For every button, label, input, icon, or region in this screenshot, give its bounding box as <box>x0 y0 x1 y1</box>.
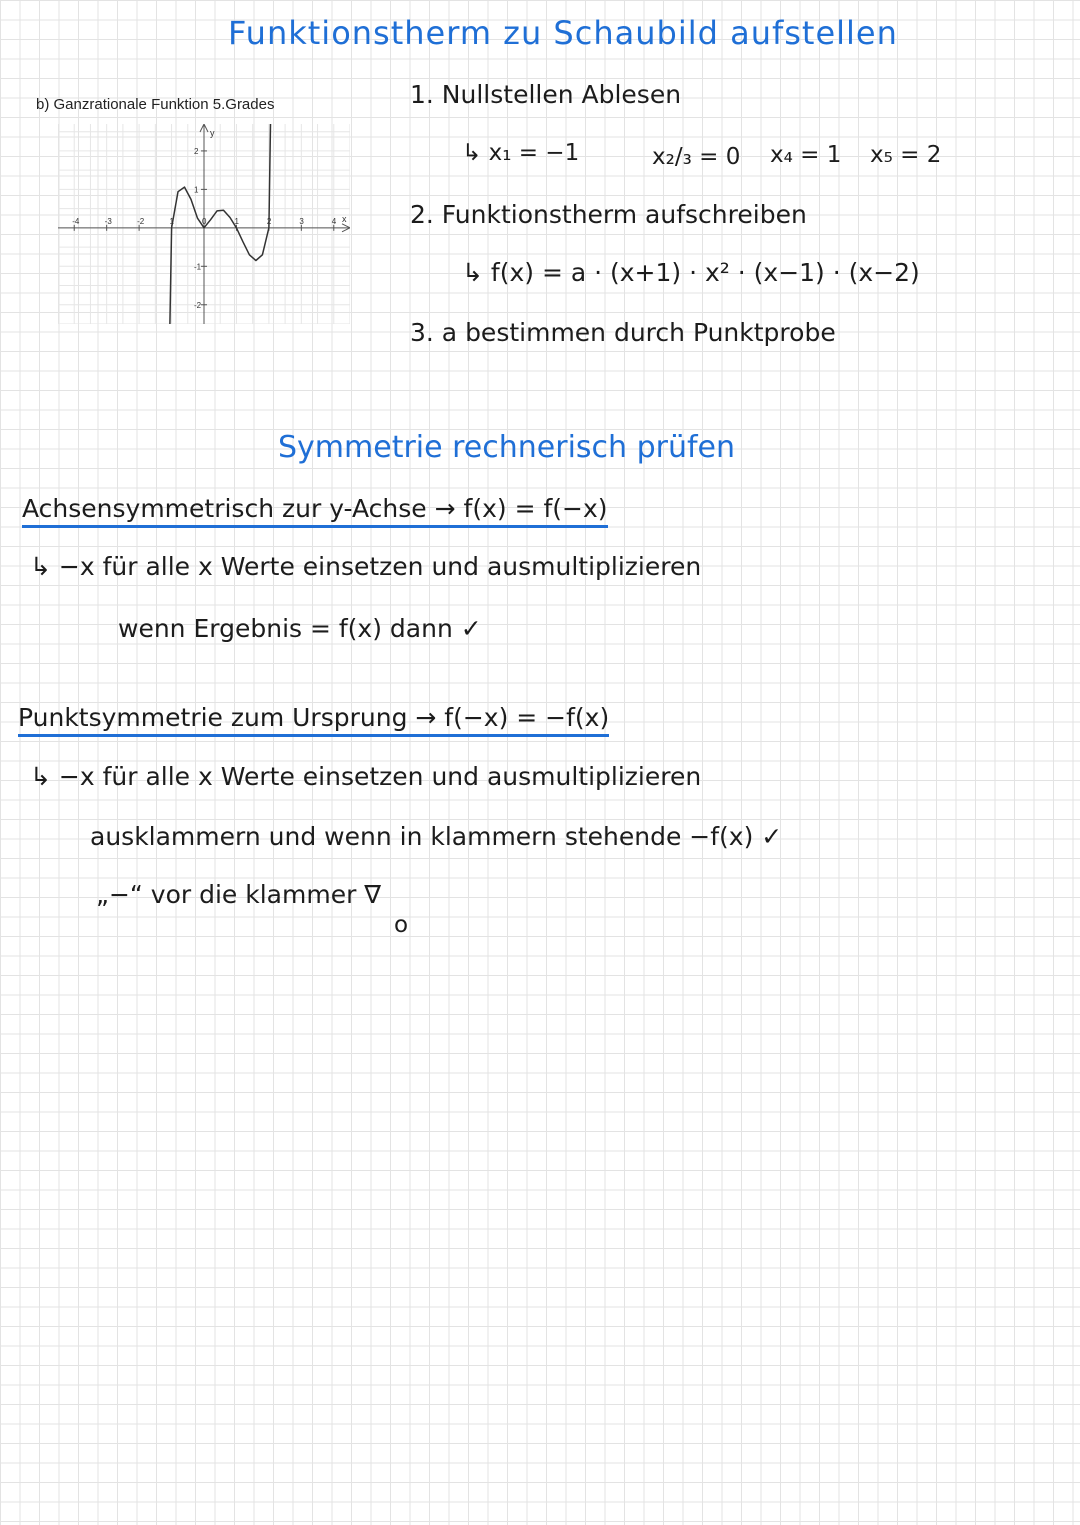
x-axis-label: x <box>342 213 347 224</box>
y-tick-label: 2 <box>194 146 199 156</box>
x-tick-label: 0 <box>202 216 207 226</box>
page-title: Funktionstherm zu Schaubild aufstellen <box>228 14 898 52</box>
point-symmetry-line-3-sub: o <box>394 912 409 938</box>
x-tick-label: 4 <box>331 216 337 226</box>
step-1: 1. Nullstellen Ablesen <box>410 80 682 109</box>
point-symmetry-heading: Punktsymmetrie zum Ursprung → f(−x) = −f(x) <box>18 703 609 737</box>
step-1-root-23: x₂/₃ = 0 <box>652 144 741 170</box>
x-tick-label: 2 <box>266 216 272 226</box>
step-1-root-1: ↳ x₁ = −1 <box>462 140 580 166</box>
point-symmetry-line-1: ↳ −x für alle x Werte einsetzen und ausmultiplizieren <box>30 762 702 791</box>
point-symmetry-line-2: ausklammern und wenn in klammern stehende −f(x) ✓ <box>90 822 783 851</box>
symmetry-heading: Symmetrie rechnerisch prüfen <box>278 430 736 465</box>
x-tick-label: -3 <box>104 216 112 226</box>
axis-symmetry-heading: Achsensymmetrisch zur y-Achse → f(x) = f(−x) <box>22 494 608 528</box>
chart-title: b) Ganzrationale Funktion 5.Grades <box>36 96 275 113</box>
x-tick-label: 1 <box>169 216 175 226</box>
x-tick-label: 1 <box>234 216 239 226</box>
y-axis-label: y <box>210 128 215 138</box>
x-tick-label: 3 <box>299 216 304 226</box>
axis-symmetry-line-2: wenn Ergebnis = f(x) dann ✓ <box>118 614 482 643</box>
axis-symmetry-line-1: ↳ −x für alle x Werte einsetzen und ausmultiplizieren <box>30 552 702 581</box>
function-graph <box>58 124 350 324</box>
step-1-root-4: x₄ = 1 <box>770 142 842 168</box>
y-tick-label: -2 <box>194 300 202 310</box>
step-2-formula: ↳ f(x) = a · (x+1) · x² · (x−1) · (x−2) <box>462 258 920 287</box>
y-tick-label: 1 <box>194 185 199 195</box>
x-tick-label: -2 <box>137 216 145 226</box>
x-tick-label: -4 <box>72 216 80 226</box>
step-1-root-5: x₅ = 2 <box>870 142 942 168</box>
step-2: 2. Funktionstherm aufschreiben <box>410 200 807 229</box>
y-tick-label: -1 <box>194 262 202 272</box>
step-3: 3. a bestimmen durch Punktprobe <box>410 318 836 347</box>
point-symmetry-line-3: „−“ vor die klammer ∇ <box>96 880 382 909</box>
